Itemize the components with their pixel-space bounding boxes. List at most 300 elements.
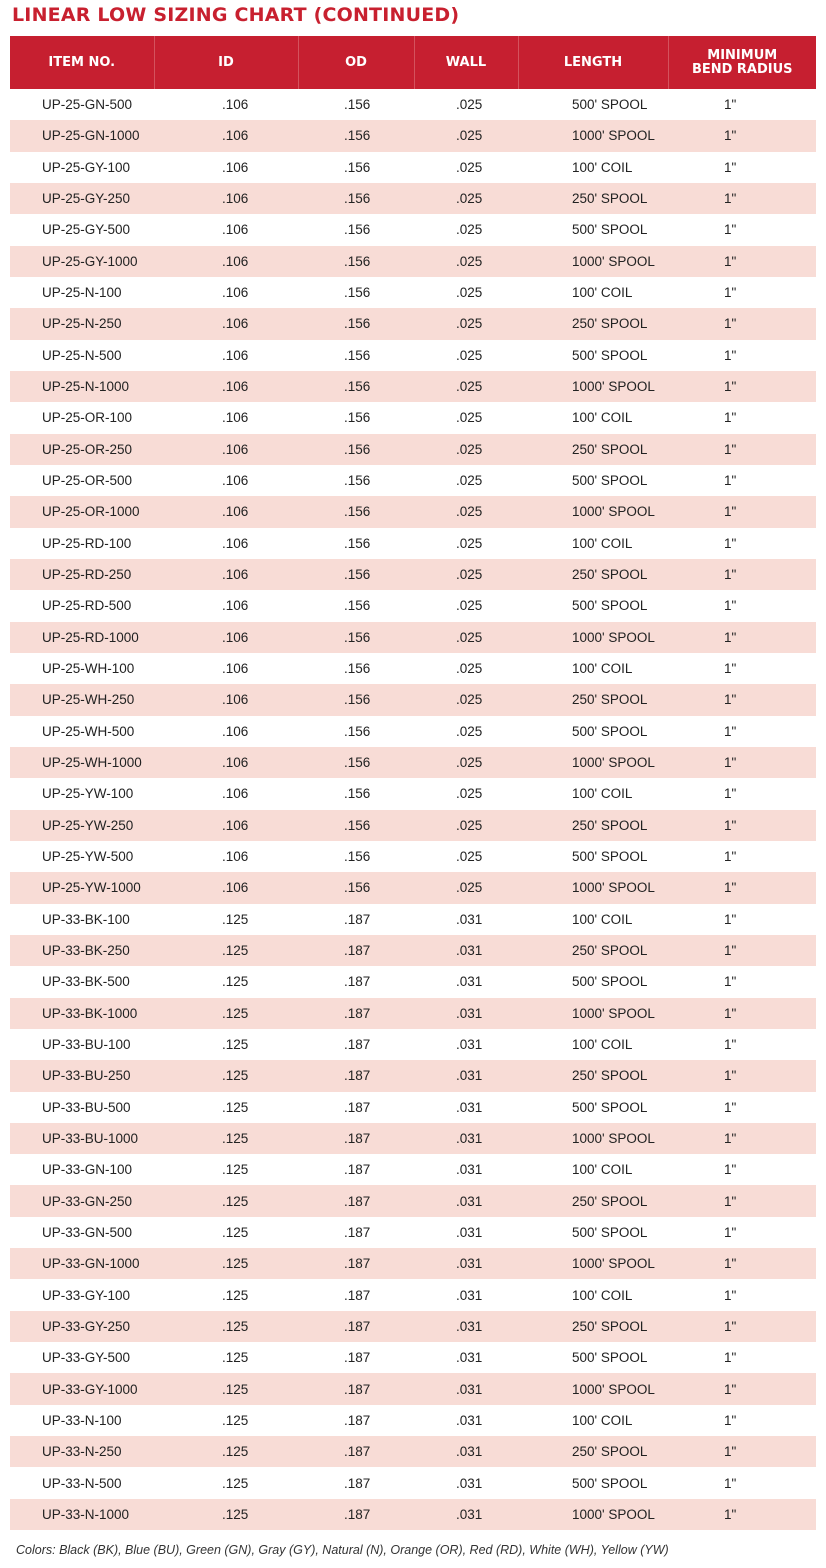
bend-radius-cell: 1": [668, 402, 816, 433]
item-no-cell: UP-25-OR-250: [10, 434, 154, 465]
table-row: [10, 1499, 816, 1530]
table-row: [10, 1373, 816, 1404]
table-row: [10, 590, 816, 621]
table-row: [10, 1154, 816, 1185]
table-row: [10, 465, 816, 496]
id-cell: .106: [154, 246, 298, 277]
od-cell: .156: [298, 120, 414, 151]
bend-radius-cell: 1": [668, 1279, 816, 1310]
item-no-cell: UP-25-WH-1000: [10, 747, 154, 778]
bend-radius-cell: 1": [668, 120, 816, 151]
length-cell: 100' COIL: [518, 528, 668, 559]
table-row: [10, 622, 816, 653]
id-cell: .106: [154, 778, 298, 809]
id-cell: .106: [154, 340, 298, 371]
table-row: [10, 152, 816, 183]
bend-radius-cell: 1": [668, 340, 816, 371]
length-cell: 100' COIL: [518, 778, 668, 809]
id-cell: .106: [154, 277, 298, 308]
od-cell: .156: [298, 872, 414, 903]
color-footnote: Colors: Black (BK), Blue (BU), Green (GN), Gray (GY), Natural (N), Orange (OR), Red (RD), White (WH), Yellow (YW): [16, 1543, 669, 1557]
length-cell: 100' COIL: [518, 1279, 668, 1310]
od-cell: .187: [298, 998, 414, 1029]
item-no-cell: UP-25-RD-1000: [10, 622, 154, 653]
item-no-cell: UP-25-N-100: [10, 277, 154, 308]
wall-cell: .025: [414, 308, 518, 339]
table-row: [10, 653, 816, 684]
table-row: [10, 841, 816, 872]
item-no-cell: UP-33-BK-100: [10, 904, 154, 935]
wall-cell: .025: [414, 402, 518, 433]
item-no-cell: UP-33-GN-100: [10, 1154, 154, 1185]
length-cell: 1000' SPOOL: [518, 1373, 668, 1404]
length-cell: 250' SPOOL: [518, 684, 668, 715]
length-cell: 1000' SPOOL: [518, 622, 668, 653]
id-cell: .125: [154, 1092, 298, 1123]
length-cell: 250' SPOOL: [518, 1311, 668, 1342]
id-cell: .106: [154, 684, 298, 715]
bend-radius-cell: 1": [668, 214, 816, 245]
wall-cell: .025: [414, 214, 518, 245]
sizing-table: [10, 36, 816, 1530]
id-cell: .125: [154, 1436, 298, 1467]
item-no-cell: UP-33-BU-250: [10, 1060, 154, 1091]
length-cell: 500' SPOOL: [518, 214, 668, 245]
bend-radius-cell: 1": [668, 872, 816, 903]
header-item-no: ITEM NO.: [10, 36, 154, 89]
wall-cell: .031: [414, 1311, 518, 1342]
id-cell: .125: [154, 1279, 298, 1310]
wall-cell: .025: [414, 590, 518, 621]
wall-cell: .031: [414, 904, 518, 935]
id-cell: .106: [154, 183, 298, 214]
table-row: [10, 308, 816, 339]
od-cell: .156: [298, 716, 414, 747]
length-cell: 100' COIL: [518, 1029, 668, 1060]
id-cell: .106: [154, 747, 298, 778]
length-cell: 500' SPOOL: [518, 1217, 668, 1248]
bend-radius-cell: 1": [668, 1217, 816, 1248]
od-cell: .156: [298, 277, 414, 308]
item-no-cell: UP-25-WH-250: [10, 684, 154, 715]
bend-radius-cell: 1": [668, 465, 816, 496]
table-row: [10, 340, 816, 371]
od-cell: .156: [298, 778, 414, 809]
od-cell: .187: [298, 904, 414, 935]
bend-radius-cell: 1": [668, 653, 816, 684]
id-cell: .106: [154, 622, 298, 653]
wall-cell: .025: [414, 841, 518, 872]
id-cell: .125: [154, 1217, 298, 1248]
wall-cell: .031: [414, 1405, 518, 1436]
table-row: [10, 747, 816, 778]
wall-cell: .025: [414, 778, 518, 809]
item-no-cell: UP-25-N-250: [10, 308, 154, 339]
id-cell: .106: [154, 810, 298, 841]
wall-cell: .025: [414, 277, 518, 308]
od-cell: .156: [298, 622, 414, 653]
id-cell: .106: [154, 528, 298, 559]
item-no-cell: UP-25-GY-250: [10, 183, 154, 214]
od-cell: .156: [298, 402, 414, 433]
bend-radius-cell: 1": [668, 810, 816, 841]
length-cell: 1000' SPOOL: [518, 747, 668, 778]
item-no-cell: UP-33-GY-250: [10, 1311, 154, 1342]
wall-cell: .031: [414, 935, 518, 966]
id-cell: .125: [154, 904, 298, 935]
id-cell: .125: [154, 1311, 298, 1342]
table-row: [10, 1342, 816, 1373]
table-row: [10, 872, 816, 903]
item-no-cell: UP-25-GN-500: [10, 89, 154, 120]
table-row: [10, 246, 816, 277]
od-cell: .156: [298, 214, 414, 245]
table-row: [10, 371, 816, 402]
length-cell: 1000' SPOOL: [518, 872, 668, 903]
bend-radius-cell: 1": [668, 778, 816, 809]
length-cell: 250' SPOOL: [518, 308, 668, 339]
id-cell: .125: [154, 1405, 298, 1436]
id-cell: .106: [154, 152, 298, 183]
bend-radius-cell: 1": [668, 528, 816, 559]
wall-cell: .025: [414, 747, 518, 778]
item-no-cell: UP-33-BK-1000: [10, 998, 154, 1029]
od-cell: .156: [298, 496, 414, 527]
bend-radius-cell: 1": [668, 246, 816, 277]
od-cell: .187: [298, 935, 414, 966]
od-cell: .187: [298, 1154, 414, 1185]
wall-cell: .025: [414, 810, 518, 841]
wall-cell: .025: [414, 716, 518, 747]
item-no-cell: UP-33-N-500: [10, 1467, 154, 1498]
id-cell: .106: [154, 308, 298, 339]
bend-radius-cell: 1": [668, 841, 816, 872]
item-no-cell: UP-33-GN-1000: [10, 1248, 154, 1279]
table-row: [10, 1060, 816, 1091]
bend-radius-cell: 1": [668, 1499, 816, 1530]
wall-cell: .025: [414, 246, 518, 277]
length-cell: 500' SPOOL: [518, 1092, 668, 1123]
header-wall: WALL: [414, 36, 518, 89]
od-cell: .187: [298, 1248, 414, 1279]
table-row: [10, 214, 816, 245]
item-no-cell: UP-25-N-1000: [10, 371, 154, 402]
table-row: [10, 998, 816, 1029]
length-cell: 100' COIL: [518, 402, 668, 433]
bend-radius-cell: 1": [668, 183, 816, 214]
length-cell: 500' SPOOL: [518, 340, 668, 371]
bend-radius-cell: 1": [668, 277, 816, 308]
wall-cell: .025: [414, 371, 518, 402]
length-cell: 100' COIL: [518, 653, 668, 684]
table-row: [10, 1185, 816, 1216]
length-cell: 1000' SPOOL: [518, 1123, 668, 1154]
bend-radius-cell: 1": [668, 371, 816, 402]
item-no-cell: UP-25-N-500: [10, 340, 154, 371]
length-cell: 1000' SPOOL: [518, 1499, 668, 1530]
item-no-cell: UP-33-N-250: [10, 1436, 154, 1467]
length-cell: 500' SPOOL: [518, 89, 668, 120]
item-no-cell: UP-33-BK-250: [10, 935, 154, 966]
length-cell: 250' SPOOL: [518, 183, 668, 214]
od-cell: .156: [298, 340, 414, 371]
wall-cell: .025: [414, 183, 518, 214]
id-cell: .106: [154, 559, 298, 590]
length-cell: 100' COIL: [518, 152, 668, 183]
od-cell: .156: [298, 434, 414, 465]
od-cell: .187: [298, 1405, 414, 1436]
item-no-cell: UP-33-BU-100: [10, 1029, 154, 1060]
item-no-cell: UP-33-GY-1000: [10, 1373, 154, 1404]
table-row: [10, 1092, 816, 1123]
bend-radius-cell: 1": [668, 1060, 816, 1091]
bend-radius-cell: 1": [668, 590, 816, 621]
id-cell: .125: [154, 1123, 298, 1154]
wall-cell: .025: [414, 653, 518, 684]
length-cell: 250' SPOOL: [518, 810, 668, 841]
wall-cell: .031: [414, 1123, 518, 1154]
table-row: [10, 716, 816, 747]
length-cell: 250' SPOOL: [518, 1060, 668, 1091]
item-no-cell: UP-33-BU-500: [10, 1092, 154, 1123]
wall-cell: .031: [414, 1217, 518, 1248]
id-cell: .125: [154, 1499, 298, 1530]
od-cell: .156: [298, 810, 414, 841]
bend-radius-cell: 1": [668, 1436, 816, 1467]
item-no-cell: UP-25-WH-100: [10, 653, 154, 684]
item-no-cell: UP-25-YW-250: [10, 810, 154, 841]
item-no-cell: UP-25-YW-1000: [10, 872, 154, 903]
header-bend-line2: BEND RADIUS: [691, 61, 793, 77]
id-cell: .106: [154, 89, 298, 120]
item-no-cell: UP-33-BU-1000: [10, 1123, 154, 1154]
bend-radius-cell: 1": [668, 1248, 816, 1279]
wall-cell: .031: [414, 1248, 518, 1279]
sizing-chart: [10, 36, 816, 1530]
item-no-cell: UP-25-RD-500: [10, 590, 154, 621]
item-no-cell: UP-33-GY-100: [10, 1279, 154, 1310]
od-cell: .156: [298, 653, 414, 684]
table-row: [10, 528, 816, 559]
bend-radius-cell: 1": [668, 935, 816, 966]
length-cell: 250' SPOOL: [518, 935, 668, 966]
id-cell: .125: [154, 1248, 298, 1279]
table-row: [10, 1123, 816, 1154]
item-no-cell: UP-33-GN-500: [10, 1217, 154, 1248]
length-cell: 500' SPOOL: [518, 465, 668, 496]
id-cell: .125: [154, 1029, 298, 1060]
header-bend-radius: [668, 36, 816, 89]
table-row: [10, 1436, 816, 1467]
id-cell: .125: [154, 1373, 298, 1404]
item-no-cell: UP-25-RD-100: [10, 528, 154, 559]
wall-cell: .025: [414, 528, 518, 559]
id-cell: .125: [154, 1185, 298, 1216]
od-cell: .187: [298, 1342, 414, 1373]
bend-radius-cell: 1": [668, 1092, 816, 1123]
length-cell: 100' COIL: [518, 1154, 668, 1185]
item-no-cell: UP-25-GY-100: [10, 152, 154, 183]
item-no-cell: UP-25-GY-1000: [10, 246, 154, 277]
od-cell: .156: [298, 841, 414, 872]
table-row: [10, 402, 816, 433]
table-row: [10, 935, 816, 966]
od-cell: .156: [298, 747, 414, 778]
length-cell: 100' COIL: [518, 904, 668, 935]
id-cell: .125: [154, 1342, 298, 1373]
table-row: [10, 120, 816, 151]
wall-cell: .025: [414, 152, 518, 183]
id-cell: .125: [154, 1060, 298, 1091]
od-cell: .156: [298, 89, 414, 120]
length-cell: 1000' SPOOL: [518, 246, 668, 277]
id-cell: .106: [154, 841, 298, 872]
od-cell: .187: [298, 1373, 414, 1404]
item-no-cell: UP-33-N-100: [10, 1405, 154, 1436]
length-cell: 500' SPOOL: [518, 716, 668, 747]
bend-radius-cell: 1": [668, 684, 816, 715]
bend-radius-cell: 1": [668, 89, 816, 120]
bend-radius-cell: 1": [668, 1373, 816, 1404]
item-no-cell: UP-25-YW-100: [10, 778, 154, 809]
od-cell: .156: [298, 465, 414, 496]
item-no-cell: UP-33-GY-500: [10, 1342, 154, 1373]
id-cell: .106: [154, 716, 298, 747]
item-no-cell: UP-33-N-1000: [10, 1499, 154, 1530]
wall-cell: .031: [414, 1279, 518, 1310]
header-length: LENGTH: [518, 36, 668, 89]
wall-cell: .025: [414, 496, 518, 527]
wall-cell: .031: [414, 1154, 518, 1185]
od-cell: .156: [298, 183, 414, 214]
table-body: [10, 89, 816, 1530]
bend-radius-cell: 1": [668, 1029, 816, 1060]
bend-radius-cell: 1": [668, 622, 816, 653]
table-row: [10, 496, 816, 527]
table-row: [10, 183, 816, 214]
length-cell: 1000' SPOOL: [518, 1248, 668, 1279]
od-cell: .187: [298, 1467, 414, 1498]
header-bend-line1: MINIMUM: [707, 47, 778, 63]
item-no-cell: UP-25-GY-500: [10, 214, 154, 245]
id-cell: .106: [154, 465, 298, 496]
length-cell: 1000' SPOOL: [518, 120, 668, 151]
table-row: [10, 1217, 816, 1248]
bend-radius-cell: 1": [668, 308, 816, 339]
item-no-cell: UP-33-GN-250: [10, 1185, 154, 1216]
bend-radius-cell: 1": [668, 1185, 816, 1216]
od-cell: .156: [298, 528, 414, 559]
bend-radius-cell: 1": [668, 559, 816, 590]
od-cell: .187: [298, 1499, 414, 1530]
wall-cell: .031: [414, 1185, 518, 1216]
item-no-cell: UP-33-BK-500: [10, 966, 154, 997]
length-cell: 500' SPOOL: [518, 1467, 668, 1498]
page-title: LINEAR LOW SIZING CHART (CONTINUED): [12, 4, 460, 26]
wall-cell: .031: [414, 1092, 518, 1123]
od-cell: .187: [298, 1185, 414, 1216]
bend-radius-cell: 1": [668, 716, 816, 747]
od-cell: .156: [298, 559, 414, 590]
length-cell: 250' SPOOL: [518, 1185, 668, 1216]
table-row: [10, 277, 816, 308]
item-no-cell: UP-25-RD-250: [10, 559, 154, 590]
wall-cell: .031: [414, 1373, 518, 1404]
od-cell: .187: [298, 1217, 414, 1248]
table-row: [10, 559, 816, 590]
table-row: [10, 966, 816, 997]
length-cell: 250' SPOOL: [518, 434, 668, 465]
id-cell: .125: [154, 998, 298, 1029]
length-cell: 500' SPOOL: [518, 841, 668, 872]
header-od: OD: [298, 36, 414, 89]
id-cell: .125: [154, 966, 298, 997]
wall-cell: .025: [414, 340, 518, 371]
item-no-cell: UP-25-YW-500: [10, 841, 154, 872]
od-cell: .156: [298, 246, 414, 277]
table-header: [10, 36, 816, 89]
bend-radius-cell: 1": [668, 747, 816, 778]
id-cell: .106: [154, 120, 298, 151]
bend-radius-cell: 1": [668, 1311, 816, 1342]
bend-radius-cell: 1": [668, 1154, 816, 1185]
wall-cell: .031: [414, 1029, 518, 1060]
table-row: [10, 434, 816, 465]
bend-radius-cell: 1": [668, 1123, 816, 1154]
od-cell: .156: [298, 371, 414, 402]
wall-cell: .031: [414, 1342, 518, 1373]
bend-radius-cell: 1": [668, 152, 816, 183]
length-cell: 100' COIL: [518, 1405, 668, 1436]
table-row: [10, 1248, 816, 1279]
wall-cell: .025: [414, 120, 518, 151]
od-cell: .187: [298, 1029, 414, 1060]
table-row: [10, 1311, 816, 1342]
bend-radius-cell: 1": [668, 998, 816, 1029]
bend-radius-cell: 1": [668, 1405, 816, 1436]
length-cell: 500' SPOOL: [518, 590, 668, 621]
header-id: ID: [154, 36, 298, 89]
id-cell: .106: [154, 496, 298, 527]
wall-cell: .031: [414, 1060, 518, 1091]
od-cell: .156: [298, 684, 414, 715]
bend-radius-cell: 1": [668, 1467, 816, 1498]
wall-cell: .031: [414, 1436, 518, 1467]
table-row: [10, 1467, 816, 1498]
length-cell: 250' SPOOL: [518, 1436, 668, 1467]
id-cell: .125: [154, 935, 298, 966]
length-cell: 1000' SPOOL: [518, 371, 668, 402]
bend-radius-cell: 1": [668, 904, 816, 935]
wall-cell: .025: [414, 559, 518, 590]
wall-cell: .025: [414, 872, 518, 903]
od-cell: .187: [298, 1092, 414, 1123]
table-row: [10, 684, 816, 715]
bend-radius-cell: 1": [668, 966, 816, 997]
length-cell: 1000' SPOOL: [518, 998, 668, 1029]
wall-cell: .025: [414, 622, 518, 653]
table-row: [10, 810, 816, 841]
table-row: [10, 778, 816, 809]
table-row: [10, 1279, 816, 1310]
length-cell: 1000' SPOOL: [518, 496, 668, 527]
length-cell: 500' SPOOL: [518, 966, 668, 997]
od-cell: .187: [298, 1060, 414, 1091]
item-no-cell: UP-25-OR-1000: [10, 496, 154, 527]
item-no-cell: UP-25-OR-500: [10, 465, 154, 496]
od-cell: .187: [298, 1311, 414, 1342]
id-cell: .106: [154, 434, 298, 465]
